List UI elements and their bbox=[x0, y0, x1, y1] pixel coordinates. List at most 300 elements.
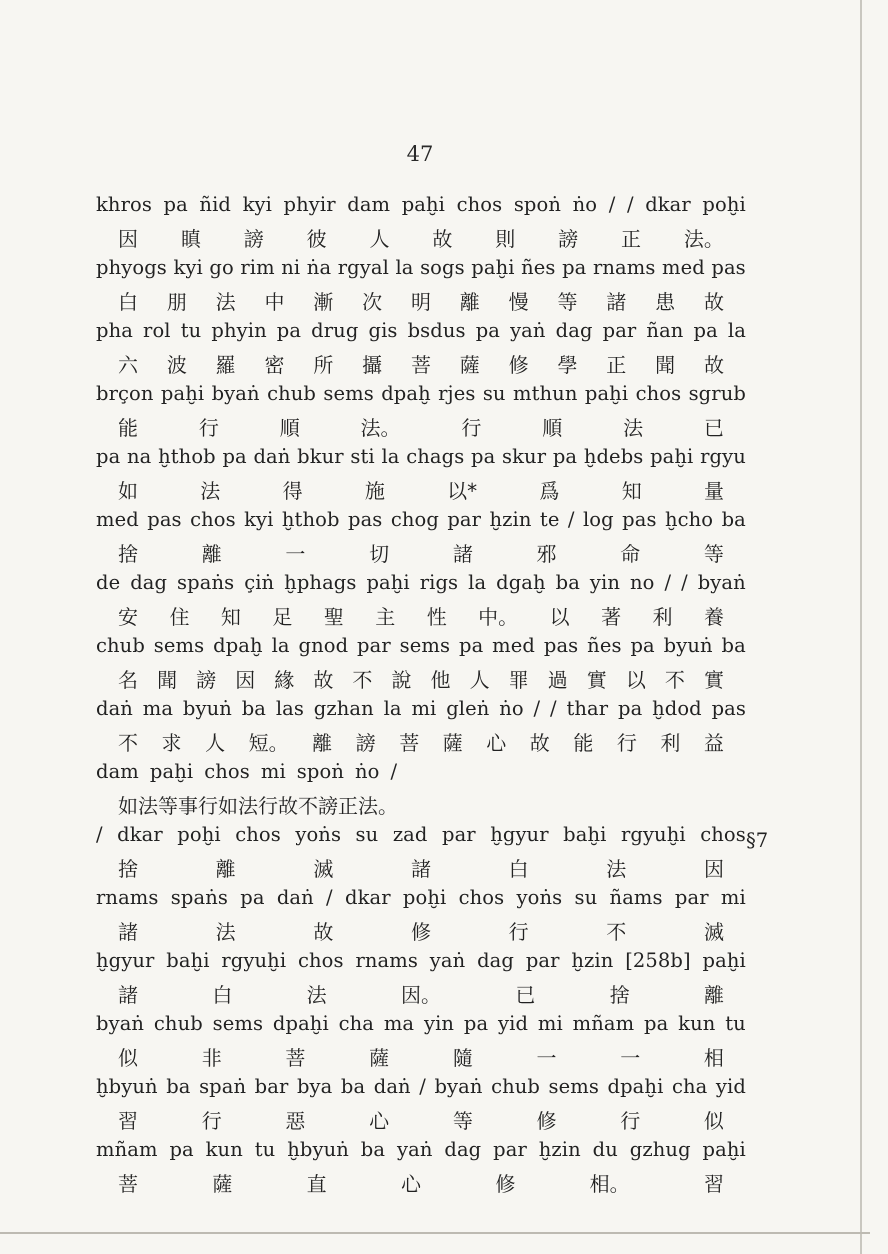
transliteration-token: par bbox=[602, 319, 637, 342]
page-edge-shadow bbox=[860, 0, 862, 1254]
chinese-token: 已 bbox=[703, 416, 724, 440]
chinese-token: 波 bbox=[166, 353, 187, 377]
chinese-line bbox=[96, 727, 746, 760]
transliteration-token: çiṅ bbox=[244, 571, 275, 594]
chinese-token: 習 bbox=[118, 1109, 138, 1133]
transliteration-token: na bbox=[127, 445, 152, 468]
chinese-token: 薩 bbox=[212, 1172, 233, 1196]
transliteration-token: yin bbox=[589, 571, 621, 594]
chinese-token: 離 bbox=[703, 983, 724, 1007]
chinese-token: 心 bbox=[400, 1172, 421, 1196]
chinese-line bbox=[96, 853, 746, 886]
transliteration-token: sems bbox=[399, 634, 451, 657]
transliteration-token: / bbox=[608, 193, 616, 216]
transliteration-token: ḫgyur bbox=[96, 949, 155, 972]
chinese-token: 邪 bbox=[536, 542, 557, 566]
transliteration-token: ḫbyuṅ bbox=[287, 1138, 349, 1161]
chinese-token: 法 bbox=[623, 416, 644, 440]
transliteration-token: pa bbox=[617, 697, 643, 720]
transliteration-token: la bbox=[381, 445, 400, 468]
chinese-token: 似 bbox=[118, 1046, 138, 1070]
transliteration-token: spaṅs bbox=[177, 571, 235, 594]
transliteration-token: rigs bbox=[419, 571, 459, 594]
chinese-token: 行 bbox=[508, 920, 529, 944]
transliteration-token: ṅo bbox=[572, 193, 598, 216]
transliteration-token: rgyuḫi bbox=[221, 949, 287, 972]
chinese-token: 故 bbox=[313, 668, 334, 692]
chinese-token: 正 bbox=[606, 353, 627, 377]
transliteration-token: rgyuḫi bbox=[620, 823, 686, 846]
chinese-line bbox=[96, 1168, 746, 1201]
chinese-token: 惡 bbox=[285, 1109, 306, 1133]
transliteration-token: tu bbox=[254, 1138, 276, 1161]
transliteration-token: par bbox=[447, 508, 482, 531]
transliteration-token: la bbox=[727, 319, 746, 342]
transliteration-token: pa bbox=[463, 1012, 489, 1035]
chinese-token: 一 bbox=[285, 542, 306, 566]
transliteration-token: pa bbox=[163, 193, 188, 216]
transliteration-line bbox=[96, 319, 746, 349]
chinese-token: 如法等事行如法行故不謗正法。 bbox=[118, 794, 398, 818]
transliteration-token: pas bbox=[711, 256, 746, 279]
chinese-token: 謗 bbox=[558, 227, 579, 251]
transliteration-token: ḫthob bbox=[281, 508, 340, 531]
transliteration-token: paḫi bbox=[702, 949, 746, 972]
transliteration-token: kyi bbox=[244, 508, 274, 531]
transliteration-token: la bbox=[271, 634, 290, 657]
transliteration-token: gzhan bbox=[313, 697, 374, 720]
chinese-token: 聞 bbox=[157, 668, 178, 692]
transliteration-token: ba bbox=[555, 571, 580, 594]
transliteration-line bbox=[96, 571, 746, 601]
transliteration-token: bkur bbox=[297, 445, 344, 468]
chinese-token: 知 bbox=[621, 479, 642, 503]
chinese-line bbox=[96, 790, 746, 823]
chinese-token: 不 bbox=[664, 668, 685, 692]
chinese-token: 患 bbox=[655, 290, 676, 314]
chinese-token: 似 bbox=[703, 1109, 724, 1133]
chinese-token: 能 bbox=[573, 731, 594, 755]
transliteration-token: zad bbox=[392, 823, 428, 846]
transliteration-line bbox=[96, 1138, 746, 1168]
transliteration-line bbox=[96, 634, 746, 664]
chinese-token: 謗 bbox=[196, 668, 217, 692]
transliteration-token: drug bbox=[311, 319, 359, 342]
chinese-token: 法 bbox=[306, 983, 327, 1007]
chinese-token: 次 bbox=[362, 290, 383, 314]
chinese-token: 菩 bbox=[118, 1172, 138, 1196]
chinese-token: 能 bbox=[118, 416, 138, 440]
transliteration-token: par bbox=[441, 823, 476, 846]
chinese-token: 相。 bbox=[589, 1172, 630, 1196]
chinese-token: 利 bbox=[652, 605, 673, 629]
transliteration-token: ma bbox=[142, 697, 174, 720]
transliteration-line bbox=[96, 886, 746, 916]
transliteration-token: pa bbox=[169, 1138, 194, 1161]
transliteration-token: yin bbox=[423, 1012, 455, 1035]
transliteration-token: ḫthob bbox=[158, 445, 216, 468]
chinese-token: 心 bbox=[369, 1109, 390, 1133]
transliteration-token: pa bbox=[96, 445, 121, 468]
transliteration-token: dam bbox=[347, 193, 391, 216]
transliteration-token: mñam bbox=[572, 1012, 635, 1035]
chinese-token: 修 bbox=[508, 353, 529, 377]
transliteration-token: pa bbox=[693, 319, 718, 342]
transliteration-token: rgyal bbox=[337, 256, 389, 279]
chinese-token: 修 bbox=[410, 920, 431, 944]
chinese-token: 求 bbox=[161, 731, 182, 755]
chinese-token: 薩 bbox=[459, 353, 480, 377]
transliteration-token: sgrub bbox=[688, 382, 746, 405]
transliteration-token: chos bbox=[458, 886, 505, 909]
chinese-token: 短。 bbox=[248, 731, 289, 755]
chinese-token: 人 bbox=[205, 731, 226, 755]
transliteration-token: su bbox=[574, 886, 598, 909]
chinese-token: 因。 bbox=[400, 983, 441, 1007]
transliteration-token: byaṅ bbox=[96, 1012, 145, 1035]
chinese-token: 因 bbox=[235, 668, 256, 692]
transliteration-token: dkar bbox=[117, 823, 163, 846]
chinese-line bbox=[96, 349, 746, 382]
chinese-token: 以* bbox=[447, 479, 478, 503]
transliteration-token: no bbox=[630, 571, 655, 594]
transliteration-token: dpaḫi bbox=[272, 1012, 329, 1035]
chinese-token: 法 bbox=[215, 920, 236, 944]
transliteration-token: chos bbox=[204, 760, 250, 783]
transliteration-token: ba bbox=[340, 1075, 366, 1098]
transliteration-line bbox=[96, 1012, 746, 1042]
transliteration-token: chos bbox=[235, 823, 281, 846]
transliteration-token: ma bbox=[383, 1012, 415, 1035]
transliteration-token: la bbox=[468, 571, 487, 594]
transliteration-line bbox=[96, 949, 746, 979]
transliteration-token: dag bbox=[444, 1138, 482, 1161]
transliteration-token: par bbox=[674, 886, 709, 909]
transliteration-token: phyin bbox=[211, 319, 267, 342]
transliteration-token: la bbox=[395, 256, 414, 279]
chinese-token: 故 bbox=[432, 227, 453, 251]
chinese-line bbox=[96, 601, 746, 634]
chinese-token: 羅 bbox=[215, 353, 236, 377]
transliteration-token: sems bbox=[548, 1075, 599, 1098]
transliteration-token: la bbox=[383, 697, 402, 720]
chinese-token: 切 bbox=[369, 542, 390, 566]
chinese-token: 聖 bbox=[323, 605, 344, 629]
transliteration-token: pa bbox=[276, 319, 302, 342]
transliteration-token: mi bbox=[260, 760, 286, 783]
transliteration-token: cha bbox=[338, 1012, 375, 1035]
transliteration-line bbox=[96, 193, 746, 223]
transliteration-token: kun bbox=[205, 1138, 243, 1161]
transliteration-token: ñes bbox=[521, 256, 556, 279]
chinese-token: 捨 bbox=[609, 983, 630, 1007]
transliteration-token: pas bbox=[711, 697, 746, 720]
chinese-token: 行 bbox=[198, 416, 219, 440]
chinese-token: 量 bbox=[703, 479, 724, 503]
chinese-token: 足 bbox=[272, 605, 293, 629]
transliteration-token: go bbox=[209, 256, 234, 279]
transliteration-token: tu bbox=[180, 319, 202, 342]
transliteration-token: baḫi bbox=[166, 949, 210, 972]
transliteration-token: ba bbox=[166, 1075, 191, 1098]
chinese-token: 住 bbox=[169, 605, 190, 629]
transliteration-token: par bbox=[525, 949, 560, 972]
transliteration-token: phyir bbox=[283, 193, 336, 216]
transliteration-token: gzhug bbox=[629, 1138, 691, 1161]
transliteration-token: sogs bbox=[420, 256, 465, 279]
chinese-line bbox=[96, 1042, 746, 1075]
transliteration-token: gis bbox=[368, 319, 398, 342]
transliteration-token: cha bbox=[671, 1075, 708, 1098]
chinese-token: 如 bbox=[118, 479, 138, 503]
chinese-token: 因 bbox=[703, 857, 724, 881]
chinese-token: 性 bbox=[426, 605, 447, 629]
transliteration-token: mi bbox=[537, 1012, 563, 1035]
transliteration-token: te bbox=[539, 508, 560, 531]
chinese-token: 安 bbox=[118, 605, 138, 629]
transliteration-token: bsdus bbox=[407, 319, 466, 342]
chinese-line bbox=[96, 475, 746, 508]
transliteration-token: pas bbox=[543, 634, 579, 657]
chinese-token: 明 bbox=[410, 290, 431, 314]
transliteration-token: dkar bbox=[344, 886, 391, 909]
transliteration-token: mthun bbox=[512, 382, 578, 405]
transliteration-token: daṅ bbox=[253, 445, 291, 468]
transliteration-token: rol bbox=[143, 319, 171, 342]
transliteration-token: rim bbox=[240, 256, 275, 279]
chinese-token: 說 bbox=[391, 668, 412, 692]
chinese-token: 白 bbox=[508, 857, 529, 881]
transliteration-token: mi bbox=[720, 886, 746, 909]
transliteration-token: chos bbox=[190, 508, 236, 531]
chinese-token: 名 bbox=[118, 668, 138, 692]
chinese-token: 密 bbox=[264, 353, 285, 377]
transliteration-token: chub bbox=[153, 1012, 203, 1035]
transliteration-line bbox=[96, 1075, 746, 1105]
transliteration-token: dpaḫ bbox=[213, 634, 263, 657]
transliteration-token: paḫi bbox=[702, 1138, 746, 1161]
transliteration-token: pa bbox=[222, 445, 247, 468]
transliteration-token: pa bbox=[644, 1012, 669, 1035]
transliteration-token: pa bbox=[240, 886, 265, 909]
transliteration-token: / bbox=[326, 886, 333, 909]
chinese-token: 故 bbox=[703, 290, 724, 314]
transliteration-token: chub bbox=[267, 382, 316, 405]
transliteration-token: ṅo bbox=[499, 697, 524, 720]
transliteration-token: spoṅ bbox=[513, 193, 562, 216]
transliteration-token: daṅ bbox=[276, 886, 314, 909]
transliteration-token: ḫphags bbox=[284, 571, 357, 594]
chinese-token: 則 bbox=[495, 227, 516, 251]
transliteration-token: dag bbox=[130, 571, 168, 594]
chinese-token: 得 bbox=[282, 479, 303, 503]
transliteration-token: ñams bbox=[609, 886, 663, 909]
chinese-token: 一 bbox=[536, 1046, 557, 1070]
chinese-token: 益 bbox=[703, 731, 724, 755]
transliteration-token: dam bbox=[96, 760, 139, 783]
chinese-token: 實 bbox=[703, 668, 724, 692]
chinese-token: 法。 bbox=[360, 416, 401, 440]
chinese-line bbox=[96, 916, 746, 949]
transliteration-token: byaṅ bbox=[434, 1075, 483, 1098]
page-bottom-edge bbox=[0, 1232, 870, 1234]
chinese-token: 等 bbox=[703, 542, 724, 566]
transliteration-token: pa bbox=[630, 634, 655, 657]
chinese-token: 白 bbox=[118, 290, 138, 314]
transliteration-token: [258b] bbox=[625, 949, 691, 972]
transliteration-token: ḫbyuṅ bbox=[96, 1075, 158, 1098]
transliteration-token: chub bbox=[491, 1075, 540, 1098]
transliteration-token: paḫi bbox=[471, 256, 515, 279]
transliteration-token: chub bbox=[96, 634, 145, 657]
transliteration-token: las bbox=[275, 697, 304, 720]
transliteration-token: su bbox=[355, 823, 379, 846]
transliteration-token: chos bbox=[635, 382, 682, 405]
chinese-token: 法 bbox=[606, 857, 627, 881]
transliteration-token: yoṅs bbox=[516, 886, 563, 909]
chinese-token: 不 bbox=[352, 668, 373, 692]
chinese-token: 離 bbox=[312, 731, 333, 755]
transliteration-token: daṅ bbox=[96, 697, 133, 720]
transliteration-token: / bbox=[96, 823, 103, 846]
chinese-token: 薩 bbox=[369, 1046, 390, 1070]
transliteration-token: rnams bbox=[592, 256, 656, 279]
chinese-token: 以 bbox=[625, 668, 646, 692]
chinese-line bbox=[96, 223, 746, 256]
chinese-token: 主 bbox=[375, 605, 396, 629]
transliteration-token: yaṅ bbox=[510, 319, 546, 342]
chinese-token: 瞋 bbox=[180, 227, 201, 251]
transliteration-token: chos bbox=[456, 193, 503, 216]
chinese-token: 慢 bbox=[508, 290, 529, 314]
transliteration-token: pa bbox=[552, 445, 578, 468]
transliteration-token: thar bbox=[566, 697, 609, 720]
chinese-token: 聞 bbox=[655, 353, 676, 377]
chinese-token: 法。 bbox=[683, 227, 724, 251]
transliteration-token: / bbox=[567, 508, 575, 531]
transliteration-token: ḫzin bbox=[489, 508, 532, 531]
transliteration-token: paḫi bbox=[401, 193, 446, 216]
transliteration-token: byaṅ bbox=[697, 571, 746, 594]
transliteration-token: ñid bbox=[199, 193, 231, 216]
chinese-token: 過 bbox=[547, 668, 568, 692]
transliteration-token: rnams bbox=[96, 886, 159, 909]
chinese-token: 人 bbox=[369, 227, 390, 251]
transliteration-line bbox=[96, 256, 746, 286]
transliteration-token: paḫi bbox=[584, 382, 629, 405]
transliteration-token: dkar bbox=[645, 193, 691, 216]
chinese-token: 爲 bbox=[539, 479, 560, 503]
chinese-line bbox=[96, 664, 746, 697]
chinese-token: 諸 bbox=[452, 542, 473, 566]
transliteration-token: pas bbox=[147, 508, 182, 531]
transliteration-token: ṅo bbox=[355, 760, 380, 783]
chinese-token: 白 bbox=[212, 983, 233, 1007]
chinese-line bbox=[96, 538, 746, 571]
chinese-token: 利 bbox=[660, 731, 681, 755]
transliteration-token: / bbox=[419, 1075, 426, 1098]
chinese-token: 等 bbox=[557, 290, 578, 314]
chinese-token: 朋 bbox=[166, 290, 187, 314]
chinese-line bbox=[96, 412, 746, 445]
chinese-token: 諸 bbox=[118, 983, 138, 1007]
transliteration-token: mñam bbox=[96, 1138, 158, 1161]
transliteration-token: chos bbox=[700, 823, 746, 846]
transliteration-token: med bbox=[492, 634, 535, 657]
chinese-token: 彼 bbox=[306, 227, 327, 251]
transliteration-token: skur bbox=[502, 445, 547, 468]
transliteration-token: sems bbox=[153, 634, 205, 657]
transliteration-token: pa bbox=[562, 256, 587, 279]
transliteration-token: sems bbox=[323, 382, 374, 405]
transliteration-token: paḫi bbox=[160, 382, 205, 405]
chinese-token: 故 bbox=[529, 731, 550, 755]
chinese-token: 諸 bbox=[118, 920, 138, 944]
chinese-token: 中。 bbox=[478, 605, 519, 629]
chinese-token: 滅 bbox=[313, 857, 334, 881]
chinese-token: 人 bbox=[469, 668, 490, 692]
transliteration-token: ba bbox=[721, 508, 746, 531]
chinese-token: 已 bbox=[515, 983, 536, 1007]
chinese-token: 習 bbox=[703, 1172, 724, 1196]
transliteration-token: gnod bbox=[298, 634, 349, 657]
transliteration-token: yid bbox=[498, 1012, 529, 1035]
transliteration-token: pa bbox=[458, 634, 484, 657]
chinese-token: 諸 bbox=[606, 290, 627, 314]
transliteration-token: par bbox=[357, 634, 391, 657]
transliteration-line bbox=[96, 697, 746, 727]
transliteration-token: / bbox=[549, 697, 557, 720]
chinese-token: 行 bbox=[620, 1109, 641, 1133]
transliteration-token: chags bbox=[406, 445, 465, 468]
chinese-token: 行 bbox=[201, 1109, 222, 1133]
transliteration-token: phyogs bbox=[96, 256, 167, 279]
page-number: 47 bbox=[406, 142, 434, 166]
chinese-token: 他 bbox=[430, 668, 451, 692]
chinese-token: 捨 bbox=[118, 542, 138, 566]
chinese-token: 不 bbox=[118, 731, 138, 755]
transliteration-token: ni bbox=[281, 256, 301, 279]
chinese-token: 實 bbox=[586, 668, 607, 692]
transliteration-token: bya bbox=[296, 1075, 333, 1098]
transliteration-token: ba bbox=[721, 634, 746, 657]
transliteration-token: yaṅ bbox=[396, 1138, 433, 1161]
chinese-token: 以 bbox=[549, 605, 570, 629]
transliteration-token: / bbox=[533, 697, 541, 720]
transliteration-token: paḫi bbox=[650, 445, 694, 468]
chinese-token: 順 bbox=[542, 416, 563, 440]
transliteration-token: poḫi bbox=[702, 193, 746, 216]
chinese-token: 著 bbox=[601, 605, 622, 629]
chinese-token: 罪 bbox=[508, 668, 529, 692]
chinese-token: 謗 bbox=[243, 227, 264, 251]
transliteration-token: pas bbox=[347, 508, 383, 531]
transliteration-token: du bbox=[592, 1138, 618, 1161]
chinese-token: 等 bbox=[452, 1109, 473, 1133]
chinese-token: 謗 bbox=[355, 731, 376, 755]
chinese-token: 養 bbox=[703, 605, 724, 629]
transliteration-line bbox=[96, 760, 746, 790]
bilingual-text-block bbox=[96, 193, 746, 1201]
transliteration-token: sems bbox=[212, 1012, 264, 1035]
transliteration-token: med bbox=[96, 508, 139, 531]
transliteration-token: / bbox=[664, 571, 672, 594]
transliteration-line bbox=[96, 382, 746, 412]
chinese-token: 心 bbox=[486, 731, 507, 755]
transliteration-token: ba bbox=[241, 697, 267, 720]
chinese-token: 捨 bbox=[118, 857, 138, 881]
chinese-token: 一 bbox=[620, 1046, 641, 1070]
